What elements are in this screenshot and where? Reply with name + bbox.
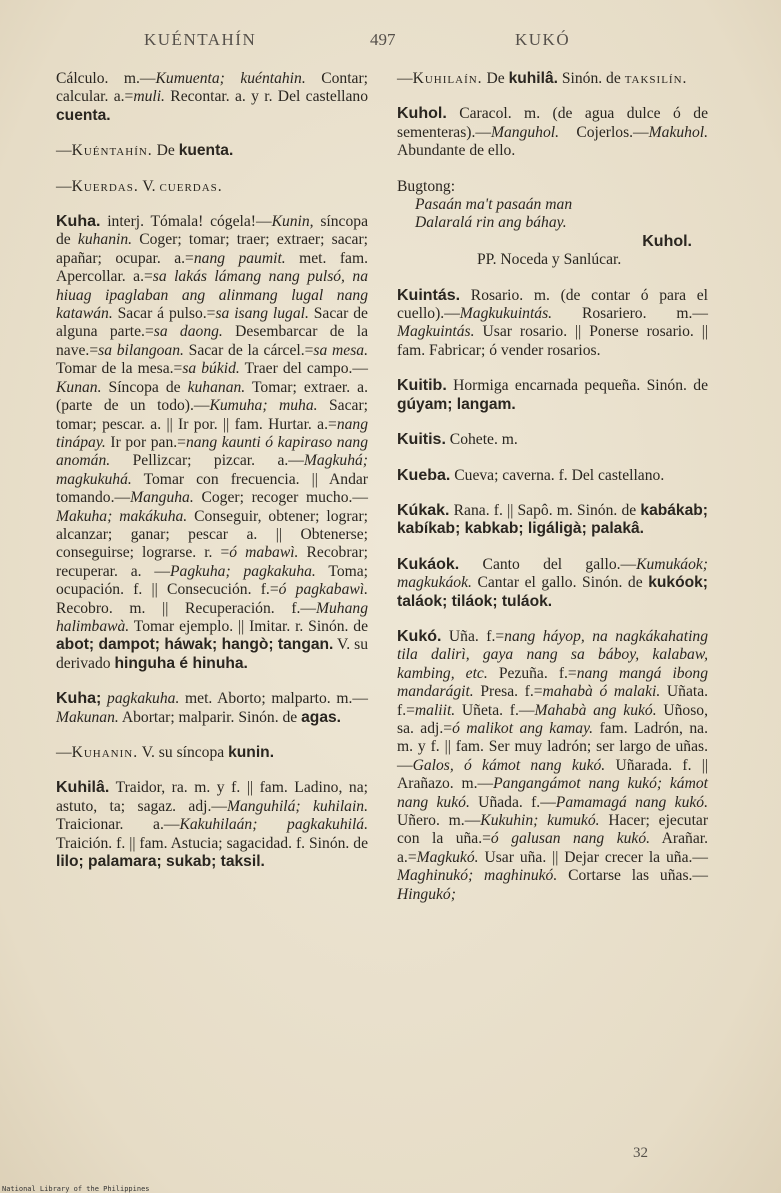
dictionary-entry: —Kuhilaín. De kuhilâ. Sinón. de taksilín. [397,70,688,87]
riddle-source: PP. Noceda y Sanlúcar. [477,251,622,269]
dictionary-entry: Kuitis. Cohete. m. [397,431,518,449]
dictionary-entry: Kuhilâ. Traidor, ra. m. y f. || fam. Ladino, na; astuto, ta; sagaz. adj.—Manguhilá; kuhilain. Traicionar. a.—Kakuhilaán; pagkakuhilá. Traición. f. || fam. Astucia; sagacidad. f. Sinón. de lilo; palamara; sukab; taksil. [56,779,368,871]
dictionary-entry: —Kuéntahín. De kuenta. [56,142,234,160]
running-head-left: KUÉNTAHÍN [144,30,257,49]
dictionary-entry: Kukáok. Canto del gallo.—Kumukáok; magkukáok. Cantar el gallo. Sinón. de kukóok; taláok; tiláok; tuláok. [397,555,708,610]
dictionary-entry: Kuhol. Caracol. m. (de agua dulce ó de sementeras).—Manguhol. Cojerlos.—Makuhol. Abundante de ello. [397,105,708,160]
left-column [56,70,368,871]
right-column [397,70,708,904]
dictionary-entry: Kuitib. Hormiga encarnada pequeña. Sinón. de gúyam; langam. [397,377,708,413]
dictionary-entry: Kuintás. Rosario. m. (de contar ó para el cuello).—Magkukuintás. Rosariero. m.—Magkuintás. Usar rosario. || Ponerse rosario. || fam. Fabricar; ó vender rosarios. [397,286,708,359]
dictionary-entry: Kueba. Cueva; caverna. f. Del castellano. [397,466,665,484]
dictionary-entry: Kuha. interj. Tómala! cógela!—Kunin, síncopa de kuhanin. Coger; tomar; traer; extraer; sacar; apañar; ocupar. a.=nang paumit. met. fam. Apercollar. a.=sa lakás lámang nang pulsó, na hiuag ipaglaban ang alinmang lugal nang katawán. Sacar á pulso.=sa isang lugal. Sacar de alguna parte.=sa daong. Desembarcar de la nave.=sa bilangoan. Sacar de la cárcel.=sa mesa. Tomar de la mesa.=sa búkid. Traer del campo.—Kunan. Síncopa de kuhanan. Tomar; extraer. a. (parte de un todo).—Kumuha; muha. Sacar; tomar; pescar. a. || Ir por. || fam. Hurtar. a.=nang tinápay. Ir por pan.=nang kaunti ó kapiraso nang anomán. Pellizcar; pizcar. a.—Magkuhá; magkukuhá. Tomar con frecuencia. || Andar tomando.—Manguha. Coger; recoger mucho.—Makuha; makákuha. Conseguir, obtener; lograr; alcanzar; ganar; pescar a. || Obtenerse; conseguirse; lograrse. r. =ó mabawì. Recobrar; recuperar. a. —Pagkuha; pagkakuha. Toma; ocupación. f. || Consecución. f.=ó pagkabawì. Recobro. m. || Recuperación. f.—Muhang halimbawà. Tomar ejemplo. || Imitar. r. Sinón. de abot; dampot; háwak; hangò; tangan. V. su derivado hinguha é hinuha. [56,213,369,672]
dictionary-entry: —Kuerdas. V. cuerdas. [56,177,223,195]
riddle-block [397,178,708,270]
riddle-answer: Kuhol. [642,232,692,250]
page-number: 497 [370,30,396,49]
dictionary-entry: Kúkak. Rana. f. || Sapô. m. Sinón. de kabákab; kabíkab; kabkab; ligáligà; palakâ. [397,501,708,538]
dictionary-entry: —Kuhanin. V. su síncopa kunin. [56,744,275,761]
dictionary-entry: Cálculo. m.—Kumuenta; kuéntahin. Contar; calcular. a.=muli. Recontar. a. y r. Del castellano cuenta. [56,70,368,124]
library-footer: National Library of the Philippines [2,1185,150,1193]
riddle-label: Bugtong: [397,177,456,195]
dictionary-entry: Kuha; pagkakuha. met. Aborto; malparto. m.—Makunan. Abortar; malparir. Sinón. de agas. [56,690,369,726]
riddle-line: Dalaralá rin ang báhay. [415,214,567,232]
riddle-line: Pasaán ma't pasaán man [415,196,573,214]
running-head-right: KUKÓ [515,30,571,49]
dictionary-entry: Kukó. Uña. f.=nang háyop, na nagkákahating tila dalirì, gaya nang sa báboy, kalabaw, kambing, etc. Pezuña. f.=nang mangá ibong mandarágit. Presa. f.=mahabà ó malaki. Uñata. f.=maliit. Uñeta. f.—Mahabà ang kukó. Uñoso, sa. adj.=ó malikot ang kamay. fam. Ladrón, na. m. y f. || fam. Ser muy ladrón; ser largo de uñas.—Galos, ó kámot nang kukó. Uñarada. f. || Arañazo. m.—Pangangámot nang kukó; kámot nang kukó. Uñada. f.—Pamamagá nang kukó. Uñero. m.—Kukuhin; kumukó. Hacer; ejecutar con la uña.=ó galusan nang kukó. Arañar. a.=Magkukó. Usar uña. || Dejar crecer la uña.—Maghinukó; maghinukó. Cortarse las uñas.—Hingukó; [397,627,709,903]
signature-mark: 32 [633,1145,648,1161]
